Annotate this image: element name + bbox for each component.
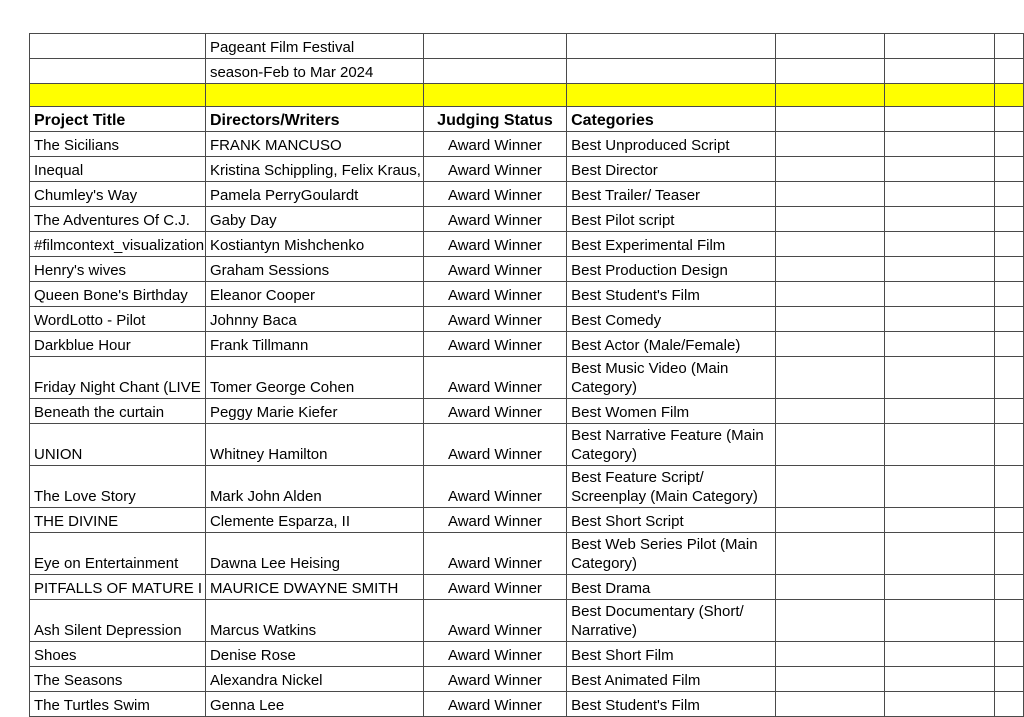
cell[interactable] — [775, 307, 884, 332]
festival-season[interactable]: season-Feb to Mar 2024 — [205, 59, 423, 84]
table-row — [30, 508, 1024, 533]
cell[interactable] — [995, 667, 1024, 692]
director-cell[interactable]: Denise Rose — [205, 642, 423, 667]
director-cell[interactable]: Tomer George Cohen — [205, 357, 423, 399]
director-cell[interactable]: Mark John Alden — [205, 466, 423, 508]
cell[interactable] — [995, 132, 1024, 157]
judging-status-cell[interactable]: Award Winner — [423, 399, 566, 424]
cell[interactable] — [775, 59, 884, 84]
table-row — [30, 692, 1024, 717]
cell[interactable] — [885, 424, 995, 466]
judging-status-cell[interactable]: Award Winner — [423, 533, 566, 575]
director-cell[interactable]: MAURICE DWAYNE SMITH — [205, 575, 423, 600]
category-cell[interactable]: Best Drama — [567, 575, 776, 600]
cell[interactable] — [885, 257, 995, 282]
project-title-cell[interactable]: Darkblue Hour — [30, 332, 206, 357]
table-row — [30, 207, 1024, 232]
table-row — [30, 282, 1024, 307]
category-cell[interactable]: Best Women Film — [567, 399, 776, 424]
cell[interactable] — [775, 692, 884, 717]
category-cell[interactable]: Best Student's Film — [567, 282, 776, 307]
category-cell[interactable]: Best Director — [567, 157, 776, 182]
project-title-cell[interactable]: Henry's wives — [30, 257, 206, 282]
cell[interactable] — [995, 508, 1024, 533]
project-title-cell[interactable]: UNION — [30, 424, 206, 466]
cell[interactable] — [775, 34, 884, 59]
judging-status-cell[interactable]: Award Winner — [423, 132, 566, 157]
judging-status-cell[interactable]: Award Winner — [423, 332, 566, 357]
category-cell[interactable]: Best Unproduced Script — [567, 132, 776, 157]
judging-status-cell[interactable]: Award Winner — [423, 692, 566, 717]
cell[interactable] — [205, 84, 423, 107]
director-cell[interactable]: Clemente Esparza, II — [205, 508, 423, 533]
cell[interactable] — [995, 182, 1024, 207]
cell[interactable] — [885, 107, 995, 132]
category-cell[interactable]: Best Experimental Film — [567, 232, 776, 257]
table-row — [30, 132, 1024, 157]
cell[interactable] — [995, 157, 1024, 182]
table-row — [30, 307, 1024, 332]
header-judging-status[interactable]: Judging Status — [423, 107, 566, 132]
results-table — [29, 33, 1024, 717]
category-cell[interactable]: Best Narrative Feature (Main Category) — [567, 424, 776, 466]
judging-status-cell[interactable]: Award Winner — [423, 600, 566, 642]
cell[interactable] — [30, 34, 206, 59]
cell[interactable] — [775, 575, 884, 600]
director-cell[interactable]: Genna Lee — [205, 692, 423, 717]
cell[interactable] — [995, 575, 1024, 600]
cell[interactable] — [775, 207, 884, 232]
festival-season-row — [30, 59, 1024, 84]
category-cell[interactable]: Best Feature Script/ Screenplay (Main Category) — [567, 466, 776, 508]
director-cell[interactable]: Kristina Schippling, Felix Kraus, — [205, 157, 423, 182]
cell[interactable] — [885, 508, 995, 533]
cell[interactable] — [885, 533, 995, 575]
table-row — [30, 232, 1024, 257]
cell[interactable] — [885, 157, 995, 182]
project-title-cell[interactable]: THE DIVINE — [30, 508, 206, 533]
cell[interactable] — [775, 157, 884, 182]
cell[interactable] — [995, 332, 1024, 357]
header-row — [30, 107, 1024, 132]
project-title-cell[interactable]: The Adventures Of C.J. — [30, 207, 206, 232]
director-cell[interactable]: Johnny Baca — [205, 307, 423, 332]
cell[interactable] — [775, 533, 884, 575]
table-row — [30, 424, 1024, 466]
table-row — [30, 332, 1024, 357]
category-cell[interactable]: Best Trailer/ Teaser — [567, 182, 776, 207]
cell[interactable] — [775, 132, 884, 157]
table-row — [30, 642, 1024, 667]
cell[interactable] — [995, 600, 1024, 642]
director-cell[interactable]: Frank Tillmann — [205, 332, 423, 357]
director-cell[interactable]: Dawna Lee Heising — [205, 533, 423, 575]
judging-status-cell[interactable]: Award Winner — [423, 307, 566, 332]
category-cell[interactable]: Best Actor (Male/Female) — [567, 332, 776, 357]
cell[interactable] — [775, 332, 884, 357]
cell[interactable] — [775, 182, 884, 207]
director-cell[interactable]: Marcus Watkins — [205, 600, 423, 642]
project-title-cell[interactable]: Eye on Entertainment — [30, 533, 206, 575]
cell[interactable] — [775, 667, 884, 692]
cell[interactable] — [775, 84, 884, 107]
project-title-cell[interactable]: The Turtles Swim — [30, 692, 206, 717]
cell[interactable] — [775, 107, 884, 132]
cell[interactable] — [885, 357, 995, 399]
header-categories[interactable]: Categories — [567, 107, 776, 132]
cell[interactable] — [775, 257, 884, 282]
cell[interactable] — [30, 84, 206, 107]
cell[interactable] — [775, 600, 884, 642]
cell[interactable] — [775, 282, 884, 307]
cell[interactable] — [995, 282, 1024, 307]
director-cell[interactable]: Alexandra Nickel — [205, 667, 423, 692]
judging-status-cell[interactable]: Award Winner — [423, 424, 566, 466]
judging-status-cell[interactable]: Award Winner — [423, 232, 566, 257]
cell[interactable] — [775, 399, 884, 424]
director-cell[interactable]: Peggy Marie Kiefer — [205, 399, 423, 424]
cell[interactable] — [775, 642, 884, 667]
table-row — [30, 533, 1024, 575]
cell[interactable] — [775, 466, 884, 508]
category-cell[interactable]: Best Web Series Pilot (Main Category) — [567, 533, 776, 575]
cell[interactable] — [885, 282, 995, 307]
cell[interactable] — [995, 424, 1024, 466]
judging-status-cell[interactable]: Award Winner — [423, 207, 566, 232]
project-title-cell[interactable]: WordLotto - Pilot — [30, 307, 206, 332]
project-title-cell[interactable]: PITFALLS OF MATURE I — [30, 575, 206, 600]
category-cell[interactable]: Best Comedy — [567, 307, 776, 332]
table-row — [30, 399, 1024, 424]
cell[interactable] — [995, 232, 1024, 257]
cell[interactable] — [995, 307, 1024, 332]
cell[interactable] — [885, 84, 995, 107]
table-row — [30, 257, 1024, 282]
cell[interactable] — [775, 508, 884, 533]
judging-status-cell[interactable]: Award Winner — [423, 667, 566, 692]
project-title-cell[interactable]: Shoes — [30, 642, 206, 667]
judging-status-cell[interactable]: Award Winner — [423, 282, 566, 307]
cell[interactable] — [995, 692, 1024, 717]
cell[interactable] — [885, 332, 995, 357]
cell[interactable] — [995, 84, 1024, 107]
project-title-cell[interactable]: The Love Story — [30, 466, 206, 508]
cell[interactable] — [775, 232, 884, 257]
category-cell[interactable]: Best Documentary (Short/ Narrative) — [567, 600, 776, 642]
judging-status-cell[interactable]: Award Winner — [423, 508, 566, 533]
director-cell[interactable]: Whitney Hamilton — [205, 424, 423, 466]
project-title-cell[interactable]: Friday Night Chant (LIVE — [30, 357, 206, 399]
festival-name-row — [30, 34, 1024, 59]
judging-status-cell[interactable]: Award Winner — [423, 257, 566, 282]
cell[interactable] — [423, 34, 566, 59]
spreadsheet-grid — [29, 33, 1024, 717]
table-row — [30, 157, 1024, 182]
cell[interactable] — [775, 357, 884, 399]
category-cell[interactable]: Best Animated Film — [567, 667, 776, 692]
cell[interactable] — [885, 132, 995, 157]
director-cell[interactable]: Eleanor Cooper — [205, 282, 423, 307]
cell[interactable] — [775, 424, 884, 466]
cell[interactable] — [423, 59, 566, 84]
cell[interactable] — [995, 59, 1024, 84]
project-title-cell[interactable]: #filmcontext_visualization — [30, 232, 206, 257]
cell[interactable] — [995, 466, 1024, 508]
project-title-cell[interactable]: The Seasons — [30, 667, 206, 692]
cell[interactable] — [885, 34, 995, 59]
project-title-cell[interactable]: Queen Bone's Birthday — [30, 282, 206, 307]
cell[interactable] — [995, 357, 1024, 399]
category-cell[interactable]: Best Short Script — [567, 508, 776, 533]
cell[interactable] — [885, 466, 995, 508]
table-row — [30, 466, 1024, 508]
project-title-cell[interactable]: Chumley's Way — [30, 182, 206, 207]
festival-name[interactable]: Pageant Film Festival — [205, 34, 423, 59]
cell[interactable] — [567, 84, 776, 107]
judging-status-cell[interactable]: Award Winner — [423, 575, 566, 600]
director-cell[interactable]: Graham Sessions — [205, 257, 423, 282]
header-project-title[interactable]: Project Title — [30, 107, 206, 132]
cell[interactable] — [567, 59, 776, 84]
cell[interactable] — [885, 642, 995, 667]
director-cell[interactable]: Pamela PerryGoulardt — [205, 182, 423, 207]
judging-status-cell[interactable]: Award Winner — [423, 466, 566, 508]
cell[interactable] — [995, 399, 1024, 424]
cell[interactable] — [885, 692, 995, 717]
judging-status-cell[interactable]: Award Winner — [423, 157, 566, 182]
cell[interactable] — [885, 59, 995, 84]
cell[interactable] — [885, 232, 995, 257]
project-title-cell[interactable]: Ash Silent Depression — [30, 600, 206, 642]
cell[interactable] — [885, 399, 995, 424]
category-cell[interactable]: Best Pilot script — [567, 207, 776, 232]
cell[interactable] — [567, 34, 776, 59]
cell[interactable] — [995, 257, 1024, 282]
judging-status-cell[interactable]: Award Winner — [423, 642, 566, 667]
table-row — [30, 667, 1024, 692]
judging-status-cell[interactable]: Award Winner — [423, 182, 566, 207]
category-cell[interactable]: Best Student's Film — [567, 692, 776, 717]
cell[interactable] — [995, 107, 1024, 132]
project-title-cell[interactable]: The Sicilians — [30, 132, 206, 157]
cell[interactable] — [995, 642, 1024, 667]
table-row — [30, 357, 1024, 399]
cell[interactable] — [995, 207, 1024, 232]
cell[interactable] — [885, 307, 995, 332]
highlight-row — [30, 84, 1024, 107]
header-directors[interactable]: Directors/Writers — [205, 107, 423, 132]
cell[interactable] — [885, 207, 995, 232]
table-row — [30, 575, 1024, 600]
director-cell[interactable]: FRANK MANCUSO — [205, 132, 423, 157]
category-cell[interactable]: Best Short Film — [567, 642, 776, 667]
category-cell[interactable]: Best Music Video (Main Category) — [567, 357, 776, 399]
project-title-cell[interactable]: Inequal — [30, 157, 206, 182]
director-cell[interactable]: Gaby Day — [205, 207, 423, 232]
cell[interactable] — [885, 575, 995, 600]
table-row — [30, 600, 1024, 642]
cell[interactable] — [30, 59, 206, 84]
cell[interactable] — [885, 667, 995, 692]
project-title-cell[interactable]: Beneath the curtain — [30, 399, 206, 424]
table-row — [30, 182, 1024, 207]
cell[interactable] — [885, 600, 995, 642]
cell[interactable] — [885, 182, 995, 207]
category-cell[interactable]: Best Production Design — [567, 257, 776, 282]
cell[interactable] — [995, 533, 1024, 575]
director-cell[interactable]: Kostiantyn Mishchenko — [205, 232, 423, 257]
judging-status-cell[interactable]: Award Winner — [423, 357, 566, 399]
cell[interactable] — [995, 34, 1024, 59]
cell[interactable] — [423, 84, 566, 107]
